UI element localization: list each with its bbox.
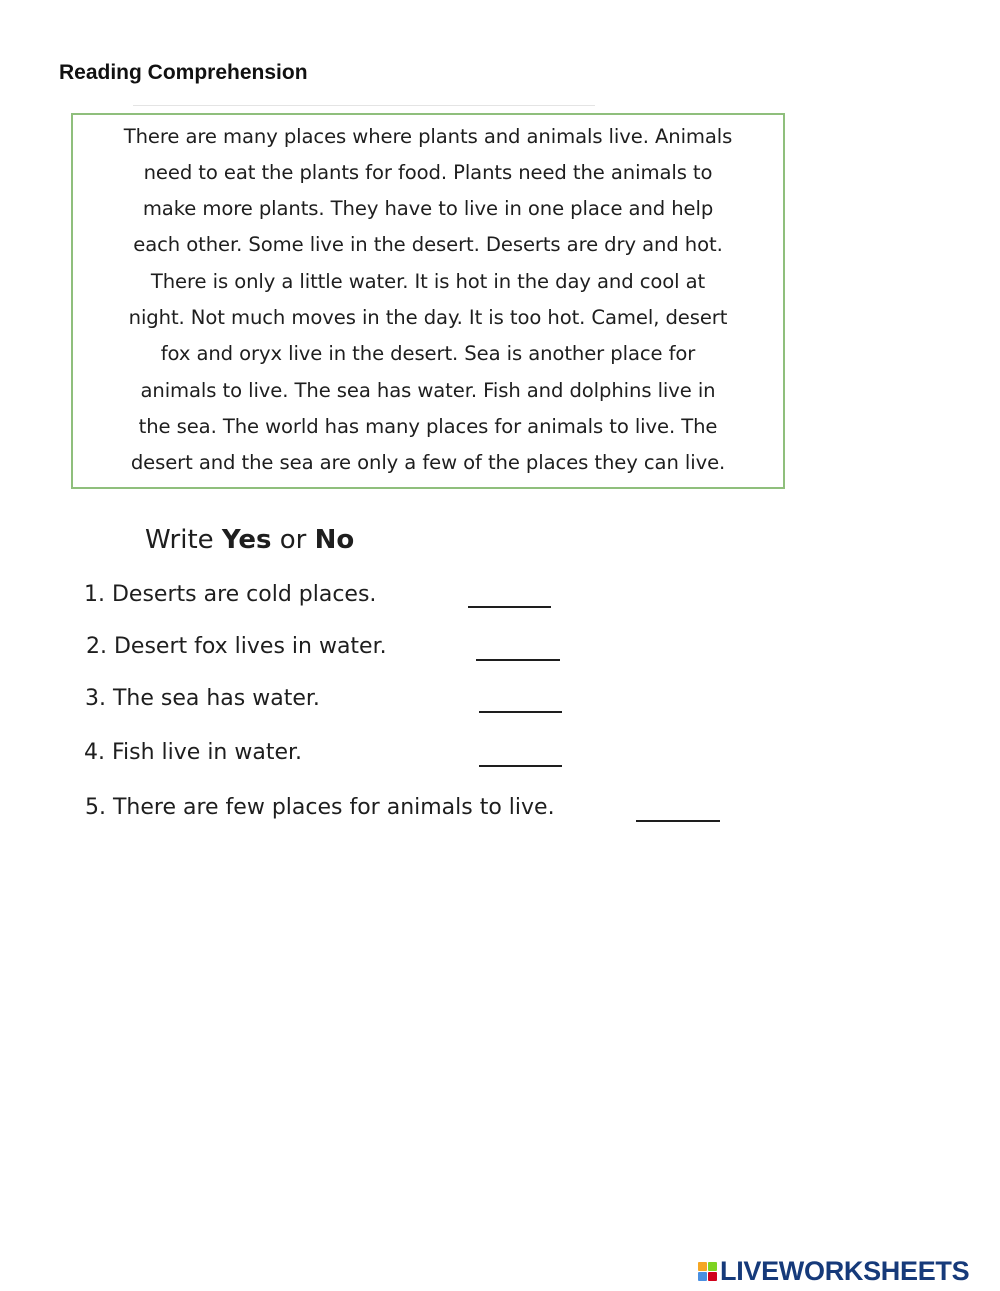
question-5: 5. There are few places for animals to live. — [85, 795, 555, 820]
story-line: need to eat the plants for food. Plants need the animals to — [143, 161, 713, 184]
question-1: 1. Deserts are cold places. — [84, 582, 377, 607]
or-word: or — [271, 525, 315, 555]
answer-blank-3[interactable] — [479, 711, 562, 713]
story-line: There is only a little water. It is hot in the day and cool at — [150, 270, 706, 293]
title-divider — [133, 105, 595, 106]
exercise-title — [145, 525, 354, 555]
story-line: There are many places where plants and animals live. Animals — [123, 125, 733, 148]
story-box — [71, 113, 785, 489]
question-2: 2. Desert fox lives in water. — [86, 634, 387, 659]
yes-word: Yes — [221, 525, 272, 555]
brand-name: LIVEWORKSHEETS — [720, 1255, 970, 1286]
answer-blank-5[interactable] — [636, 820, 720, 822]
logo-tile — [698, 1272, 707, 1281]
question-3: 3. The sea has water. — [85, 686, 320, 711]
story-line: desert and the sea are only a few of the places they can live. — [130, 451, 726, 474]
question-4: 4. Fish live in water. — [84, 740, 303, 765]
story-line: animals to live. The sea has water. Fish and dolphins live in — [140, 379, 716, 402]
exercise-title-prefix: Write — [145, 525, 222, 555]
logo-tile — [708, 1262, 717, 1271]
answer-blank-2[interactable] — [476, 659, 560, 661]
story-line: each other. Some live in the desert. Deserts are dry and hot. — [133, 233, 723, 256]
no-word: No — [314, 525, 355, 555]
story-line: fox and oryx live in the desert. Sea is another place for — [160, 342, 696, 365]
logo-tile — [698, 1262, 707, 1271]
answer-blank-4[interactable] — [479, 765, 562, 767]
logo-tile — [708, 1272, 717, 1281]
liveworksheets-brand[interactable] — [698, 1256, 969, 1286]
liveworksheets-logo-icon — [698, 1262, 717, 1281]
story-line: make more plants. They have to live in one place and help — [142, 197, 714, 220]
page-title: Reading Comprehension — [59, 61, 308, 84]
story-line: the sea. The world has many places for animals to live. The — [138, 415, 718, 438]
answer-blank-1[interactable] — [468, 606, 551, 608]
story-line: night. Not much moves in the day. It is too hot. Camel, desert — [128, 306, 728, 329]
